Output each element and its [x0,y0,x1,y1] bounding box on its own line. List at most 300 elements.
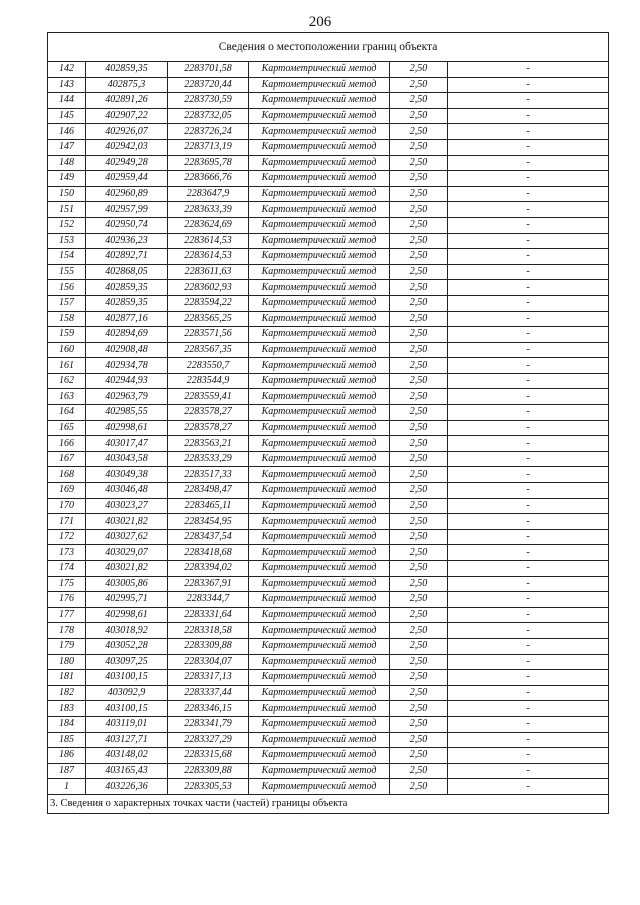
table-row [48,327,609,343]
accuracy-cell: 2,50 [390,483,448,499]
accuracy-cell: 2,50 [390,171,448,187]
accuracy-cell: 2,50 [390,701,448,717]
description-cell: - [448,202,609,218]
table-row [48,233,609,249]
method-cell: Картометрический метод [249,498,390,514]
table-row [48,654,609,670]
accuracy-cell: 2,50 [390,77,448,93]
point-number-cell: 145 [48,108,86,124]
table-row [48,623,609,639]
description-cell: - [448,124,609,140]
method-cell: Картометрический метод [249,576,390,592]
point-number-cell: 149 [48,171,86,187]
y-coordinate-cell: 2283614,53 [168,233,249,249]
point-number-cell: 150 [48,186,86,202]
x-coordinate-cell: 402950,74 [86,217,168,233]
y-coordinate-cell: 2283498,47 [168,483,249,499]
accuracy-cell: 2,50 [390,124,448,140]
description-cell: - [448,561,609,577]
x-coordinate-cell: 403092,9 [86,685,168,701]
description-cell: - [448,264,609,280]
description-cell: - [448,139,609,155]
point-number-cell: 167 [48,451,86,467]
description-cell: - [448,748,609,764]
x-coordinate-cell: 402926,07 [86,124,168,140]
section-title-row [48,33,609,62]
table-row [48,358,609,374]
x-coordinate-cell: 403100,15 [86,701,168,717]
method-cell: Картометрический метод [249,638,390,654]
accuracy-cell: 2,50 [390,592,448,608]
x-coordinate-cell: 402894,69 [86,327,168,343]
description-cell: - [448,389,609,405]
description-cell: - [448,623,609,639]
accuracy-cell: 2,50 [390,685,448,701]
description-cell: - [448,358,609,374]
method-cell: Картометрический метод [249,155,390,171]
x-coordinate-cell: 403148,02 [86,748,168,764]
point-number-cell: 170 [48,498,86,514]
description-cell: - [448,529,609,545]
y-coordinate-cell: 2283559,41 [168,389,249,405]
accuracy-cell: 2,50 [390,514,448,530]
x-coordinate-cell: 402891,26 [86,93,168,109]
x-coordinate-cell: 402908,48 [86,342,168,358]
footer-section-heading: 3. Сведения о характерных точках части (частей) границы объекта [48,794,609,813]
table-row [48,638,609,654]
method-cell: Картометрический метод [249,420,390,436]
y-coordinate-cell: 2283344,7 [168,592,249,608]
accuracy-cell: 2,50 [390,732,448,748]
method-cell: Картометрический метод [249,93,390,109]
table-row [48,545,609,561]
method-cell: Картометрический метод [249,763,390,779]
y-coordinate-cell: 2283327,29 [168,732,249,748]
method-cell: Картометрический метод [249,389,390,405]
point-number-cell: 166 [48,436,86,452]
point-number-cell: 182 [48,685,86,701]
accuracy-cell: 2,50 [390,264,448,280]
accuracy-cell: 2,50 [390,342,448,358]
description-cell: - [448,467,609,483]
description-cell: - [448,233,609,249]
x-coordinate-cell: 403165,43 [86,763,168,779]
point-number-cell: 177 [48,607,86,623]
method-cell: Картометрический метод [249,701,390,717]
y-coordinate-cell: 2283309,88 [168,763,249,779]
method-cell: Картометрический метод [249,108,390,124]
x-coordinate-cell: 403021,82 [86,514,168,530]
method-cell: Картометрический метод [249,342,390,358]
y-coordinate-cell: 2283550,7 [168,358,249,374]
method-cell: Картометрический метод [249,607,390,623]
method-cell: Картометрический метод [249,654,390,670]
accuracy-cell: 2,50 [390,93,448,109]
description-cell: - [448,373,609,389]
y-coordinate-cell: 2283666,76 [168,171,249,187]
method-cell: Картометрический метод [249,451,390,467]
table-row [48,62,609,78]
y-coordinate-cell: 2283341,79 [168,716,249,732]
x-coordinate-cell: 402877,16 [86,311,168,327]
method-cell: Картометрический метод [249,280,390,296]
x-coordinate-cell: 403023,27 [86,498,168,514]
point-number-cell: 1 [48,779,86,795]
table-row [48,716,609,732]
description-cell: - [448,280,609,296]
accuracy-cell: 2,50 [390,670,448,686]
point-number-cell: 173 [48,545,86,561]
description-cell: - [448,295,609,311]
description-cell: - [448,607,609,623]
description-cell: - [448,249,609,265]
accuracy-cell: 2,50 [390,436,448,452]
description-cell: - [448,732,609,748]
x-coordinate-cell: 403226,36 [86,779,168,795]
y-coordinate-cell: 2283337,44 [168,685,249,701]
accuracy-cell: 2,50 [390,233,448,249]
x-coordinate-cell: 402859,35 [86,62,168,78]
y-coordinate-cell: 2283624,69 [168,217,249,233]
x-coordinate-cell: 403017,47 [86,436,168,452]
x-coordinate-cell: 403029,07 [86,545,168,561]
y-coordinate-cell: 2283318,58 [168,623,249,639]
y-coordinate-cell: 2283315,68 [168,748,249,764]
description-cell: - [448,77,609,93]
table-row [48,155,609,171]
point-number-cell: 185 [48,732,86,748]
y-coordinate-cell: 2283418,68 [168,545,249,561]
table-row [48,280,609,296]
method-cell: Картометрический метод [249,264,390,280]
x-coordinate-cell: 402942,03 [86,139,168,155]
method-cell: Картометрический метод [249,327,390,343]
description-cell: - [448,779,609,795]
y-coordinate-cell: 2283567,35 [168,342,249,358]
accuracy-cell: 2,50 [390,607,448,623]
description-cell: - [448,638,609,654]
method-cell: Картометрический метод [249,171,390,187]
method-cell: Картометрический метод [249,249,390,265]
y-coordinate-cell: 2283602,93 [168,280,249,296]
accuracy-cell: 2,50 [390,202,448,218]
description-cell: - [448,405,609,421]
description-cell: - [448,93,609,109]
table-row [48,389,609,405]
x-coordinate-cell: 403043,58 [86,451,168,467]
table-row [48,93,609,109]
x-coordinate-cell: 403052,28 [86,638,168,654]
x-coordinate-cell: 402963,79 [86,389,168,405]
description-cell: - [448,451,609,467]
y-coordinate-cell: 2283544,9 [168,373,249,389]
description-cell: - [448,108,609,124]
accuracy-cell: 2,50 [390,654,448,670]
y-coordinate-cell: 2283331,64 [168,607,249,623]
point-number-cell: 162 [48,373,86,389]
y-coordinate-cell: 2283730,59 [168,93,249,109]
description-cell: - [448,670,609,686]
x-coordinate-cell: 403100,15 [86,670,168,686]
method-cell: Картометрический метод [249,779,390,795]
method-cell: Картометрический метод [249,748,390,764]
point-number-cell: 175 [48,576,86,592]
y-coordinate-cell: 2283732,05 [168,108,249,124]
table-row [48,529,609,545]
description-cell: - [448,327,609,343]
x-coordinate-cell: 402998,61 [86,607,168,623]
table-row [48,420,609,436]
point-number-cell: 142 [48,62,86,78]
accuracy-cell: 2,50 [390,358,448,374]
method-cell: Картометрический метод [249,217,390,233]
point-number-cell: 183 [48,701,86,717]
y-coordinate-cell: 2283305,53 [168,779,249,795]
description-cell: - [448,342,609,358]
y-coordinate-cell: 2283578,27 [168,405,249,421]
y-coordinate-cell: 2283713,19 [168,139,249,155]
y-coordinate-cell: 2283611,63 [168,264,249,280]
point-number-cell: 171 [48,514,86,530]
table-row [48,139,609,155]
point-number-cell: 143 [48,77,86,93]
x-coordinate-cell: 402957,99 [86,202,168,218]
method-cell: Картометрический метод [249,685,390,701]
x-coordinate-cell: 402859,35 [86,280,168,296]
section-title: Сведения о местоположении границ объекта [48,33,609,62]
point-number-cell: 155 [48,264,86,280]
point-number-cell: 165 [48,420,86,436]
x-coordinate-cell: 403127,71 [86,732,168,748]
point-number-cell: 176 [48,592,86,608]
x-coordinate-cell: 402934,78 [86,358,168,374]
accuracy-cell: 2,50 [390,280,448,296]
y-coordinate-cell: 2283695,78 [168,155,249,171]
x-coordinate-cell: 402907,22 [86,108,168,124]
y-coordinate-cell: 2283454,95 [168,514,249,530]
accuracy-cell: 2,50 [390,155,448,171]
x-coordinate-cell: 403097,25 [86,654,168,670]
point-number-cell: 180 [48,654,86,670]
method-cell: Картометрический метод [249,467,390,483]
table-row [48,483,609,499]
x-coordinate-cell: 402995,71 [86,592,168,608]
x-coordinate-cell: 402960,89 [86,186,168,202]
y-coordinate-cell: 2283309,88 [168,638,249,654]
table-row [48,467,609,483]
x-coordinate-cell: 402875,3 [86,77,168,93]
y-coordinate-cell: 2283565,25 [168,311,249,327]
x-coordinate-cell: 403049,38 [86,467,168,483]
table-row [48,108,609,124]
y-coordinate-cell: 2283533,29 [168,451,249,467]
table-row [48,607,609,623]
y-coordinate-cell: 2283437,54 [168,529,249,545]
point-number-cell: 158 [48,311,86,327]
y-coordinate-cell: 2283317,13 [168,670,249,686]
point-number-cell: 157 [48,295,86,311]
x-coordinate-cell: 403021,82 [86,561,168,577]
description-cell: - [448,701,609,717]
method-cell: Картометрический метод [249,373,390,389]
table-row [48,779,609,795]
table-row [48,264,609,280]
x-coordinate-cell: 402868,05 [86,264,168,280]
description-cell: - [448,186,609,202]
x-coordinate-cell: 403119,01 [86,716,168,732]
table-row [48,701,609,717]
y-coordinate-cell: 2283647,9 [168,186,249,202]
method-cell: Картометрический метод [249,311,390,327]
accuracy-cell: 2,50 [390,498,448,514]
method-cell: Картометрический метод [249,62,390,78]
y-coordinate-cell: 2283594,22 [168,295,249,311]
y-coordinate-cell: 2283578,27 [168,420,249,436]
footer-row [48,794,609,813]
point-number-cell: 169 [48,483,86,499]
point-number-cell: 154 [48,249,86,265]
table-row [48,124,609,140]
method-cell: Картометрический метод [249,716,390,732]
x-coordinate-cell: 403027,62 [86,529,168,545]
method-cell: Картометрический метод [249,405,390,421]
description-cell: - [448,311,609,327]
point-number-cell: 144 [48,93,86,109]
point-number-cell: 160 [48,342,86,358]
accuracy-cell: 2,50 [390,139,448,155]
table-row [48,576,609,592]
point-number-cell: 187 [48,763,86,779]
point-number-cell: 172 [48,529,86,545]
method-cell: Картометрический метод [249,623,390,639]
x-coordinate-cell: 402985,55 [86,405,168,421]
accuracy-cell: 2,50 [390,576,448,592]
accuracy-cell: 2,50 [390,623,448,639]
accuracy-cell: 2,50 [390,451,448,467]
page-number: 206 [308,14,332,30]
y-coordinate-cell: 2283633,39 [168,202,249,218]
accuracy-cell: 2,50 [390,638,448,654]
x-coordinate-cell: 402959,44 [86,171,168,187]
description-cell: - [448,592,609,608]
point-number-cell: 151 [48,202,86,218]
table-row [48,171,609,187]
y-coordinate-cell: 2283394,02 [168,561,249,577]
accuracy-cell: 2,50 [390,467,448,483]
description-cell: - [448,654,609,670]
accuracy-cell: 2,50 [390,249,448,265]
table-row [48,561,609,577]
x-coordinate-cell: 402998,61 [86,420,168,436]
point-number-cell: 186 [48,748,86,764]
method-cell: Картометрический метод [249,670,390,686]
method-cell: Картометрический метод [249,529,390,545]
point-number-cell: 184 [48,716,86,732]
x-coordinate-cell: 402949,28 [86,155,168,171]
y-coordinate-cell: 2283563,21 [168,436,249,452]
accuracy-cell: 2,50 [390,327,448,343]
point-number-cell: 179 [48,638,86,654]
method-cell: Картометрический метод [249,186,390,202]
accuracy-cell: 2,50 [390,186,448,202]
method-cell: Картометрический метод [249,358,390,374]
table-row [48,77,609,93]
description-cell: - [448,716,609,732]
method-cell: Картометрический метод [249,545,390,561]
table-row [48,732,609,748]
method-cell: Картометрический метод [249,77,390,93]
method-cell: Картометрический метод [249,483,390,499]
table-row [48,685,609,701]
accuracy-cell: 2,50 [390,748,448,764]
table-row [48,311,609,327]
method-cell: Картометрический метод [249,295,390,311]
table-row [48,186,609,202]
point-number-cell: 161 [48,358,86,374]
accuracy-cell: 2,50 [390,545,448,561]
description-cell: - [448,545,609,561]
table-row [48,670,609,686]
point-number-cell: 163 [48,389,86,405]
accuracy-cell: 2,50 [390,108,448,124]
description-cell: - [448,155,609,171]
description-cell: - [448,685,609,701]
point-number-cell: 153 [48,233,86,249]
point-number-cell: 159 [48,327,86,343]
x-coordinate-cell: 402892,71 [86,249,168,265]
accuracy-cell: 2,50 [390,779,448,795]
method-cell: Картометрический метод [249,139,390,155]
table-row [48,748,609,764]
point-number-cell: 178 [48,623,86,639]
accuracy-cell: 2,50 [390,420,448,436]
accuracy-cell: 2,50 [390,389,448,405]
description-cell: - [448,436,609,452]
description-cell: - [448,514,609,530]
point-number-cell: 168 [48,467,86,483]
y-coordinate-cell: 2283346,15 [168,701,249,717]
table-row [48,295,609,311]
method-cell: Картометрический метод [249,233,390,249]
accuracy-cell: 2,50 [390,405,448,421]
description-cell: - [448,483,609,499]
method-cell: Картометрический метод [249,514,390,530]
table-row [48,342,609,358]
y-coordinate-cell: 2283720,44 [168,77,249,93]
table-row [48,436,609,452]
accuracy-cell: 2,50 [390,529,448,545]
method-cell: Картометрический метод [249,436,390,452]
method-cell: Картометрический метод [249,592,390,608]
x-coordinate-cell: 402944,93 [86,373,168,389]
boundary-document [47,32,608,814]
x-coordinate-cell: 402936,23 [86,233,168,249]
method-cell: Картометрический метод [249,561,390,577]
y-coordinate-cell: 2283571,56 [168,327,249,343]
x-coordinate-cell: 403018,92 [86,623,168,639]
accuracy-cell: 2,50 [390,311,448,327]
point-number-cell: 148 [48,155,86,171]
table-row [48,405,609,421]
point-number-cell: 164 [48,405,86,421]
point-number-cell: 147 [48,139,86,155]
y-coordinate-cell: 2283517,33 [168,467,249,483]
table-row [48,514,609,530]
point-number-cell: 152 [48,217,86,233]
accuracy-cell: 2,50 [390,295,448,311]
description-cell: - [448,576,609,592]
point-number-cell: 174 [48,561,86,577]
